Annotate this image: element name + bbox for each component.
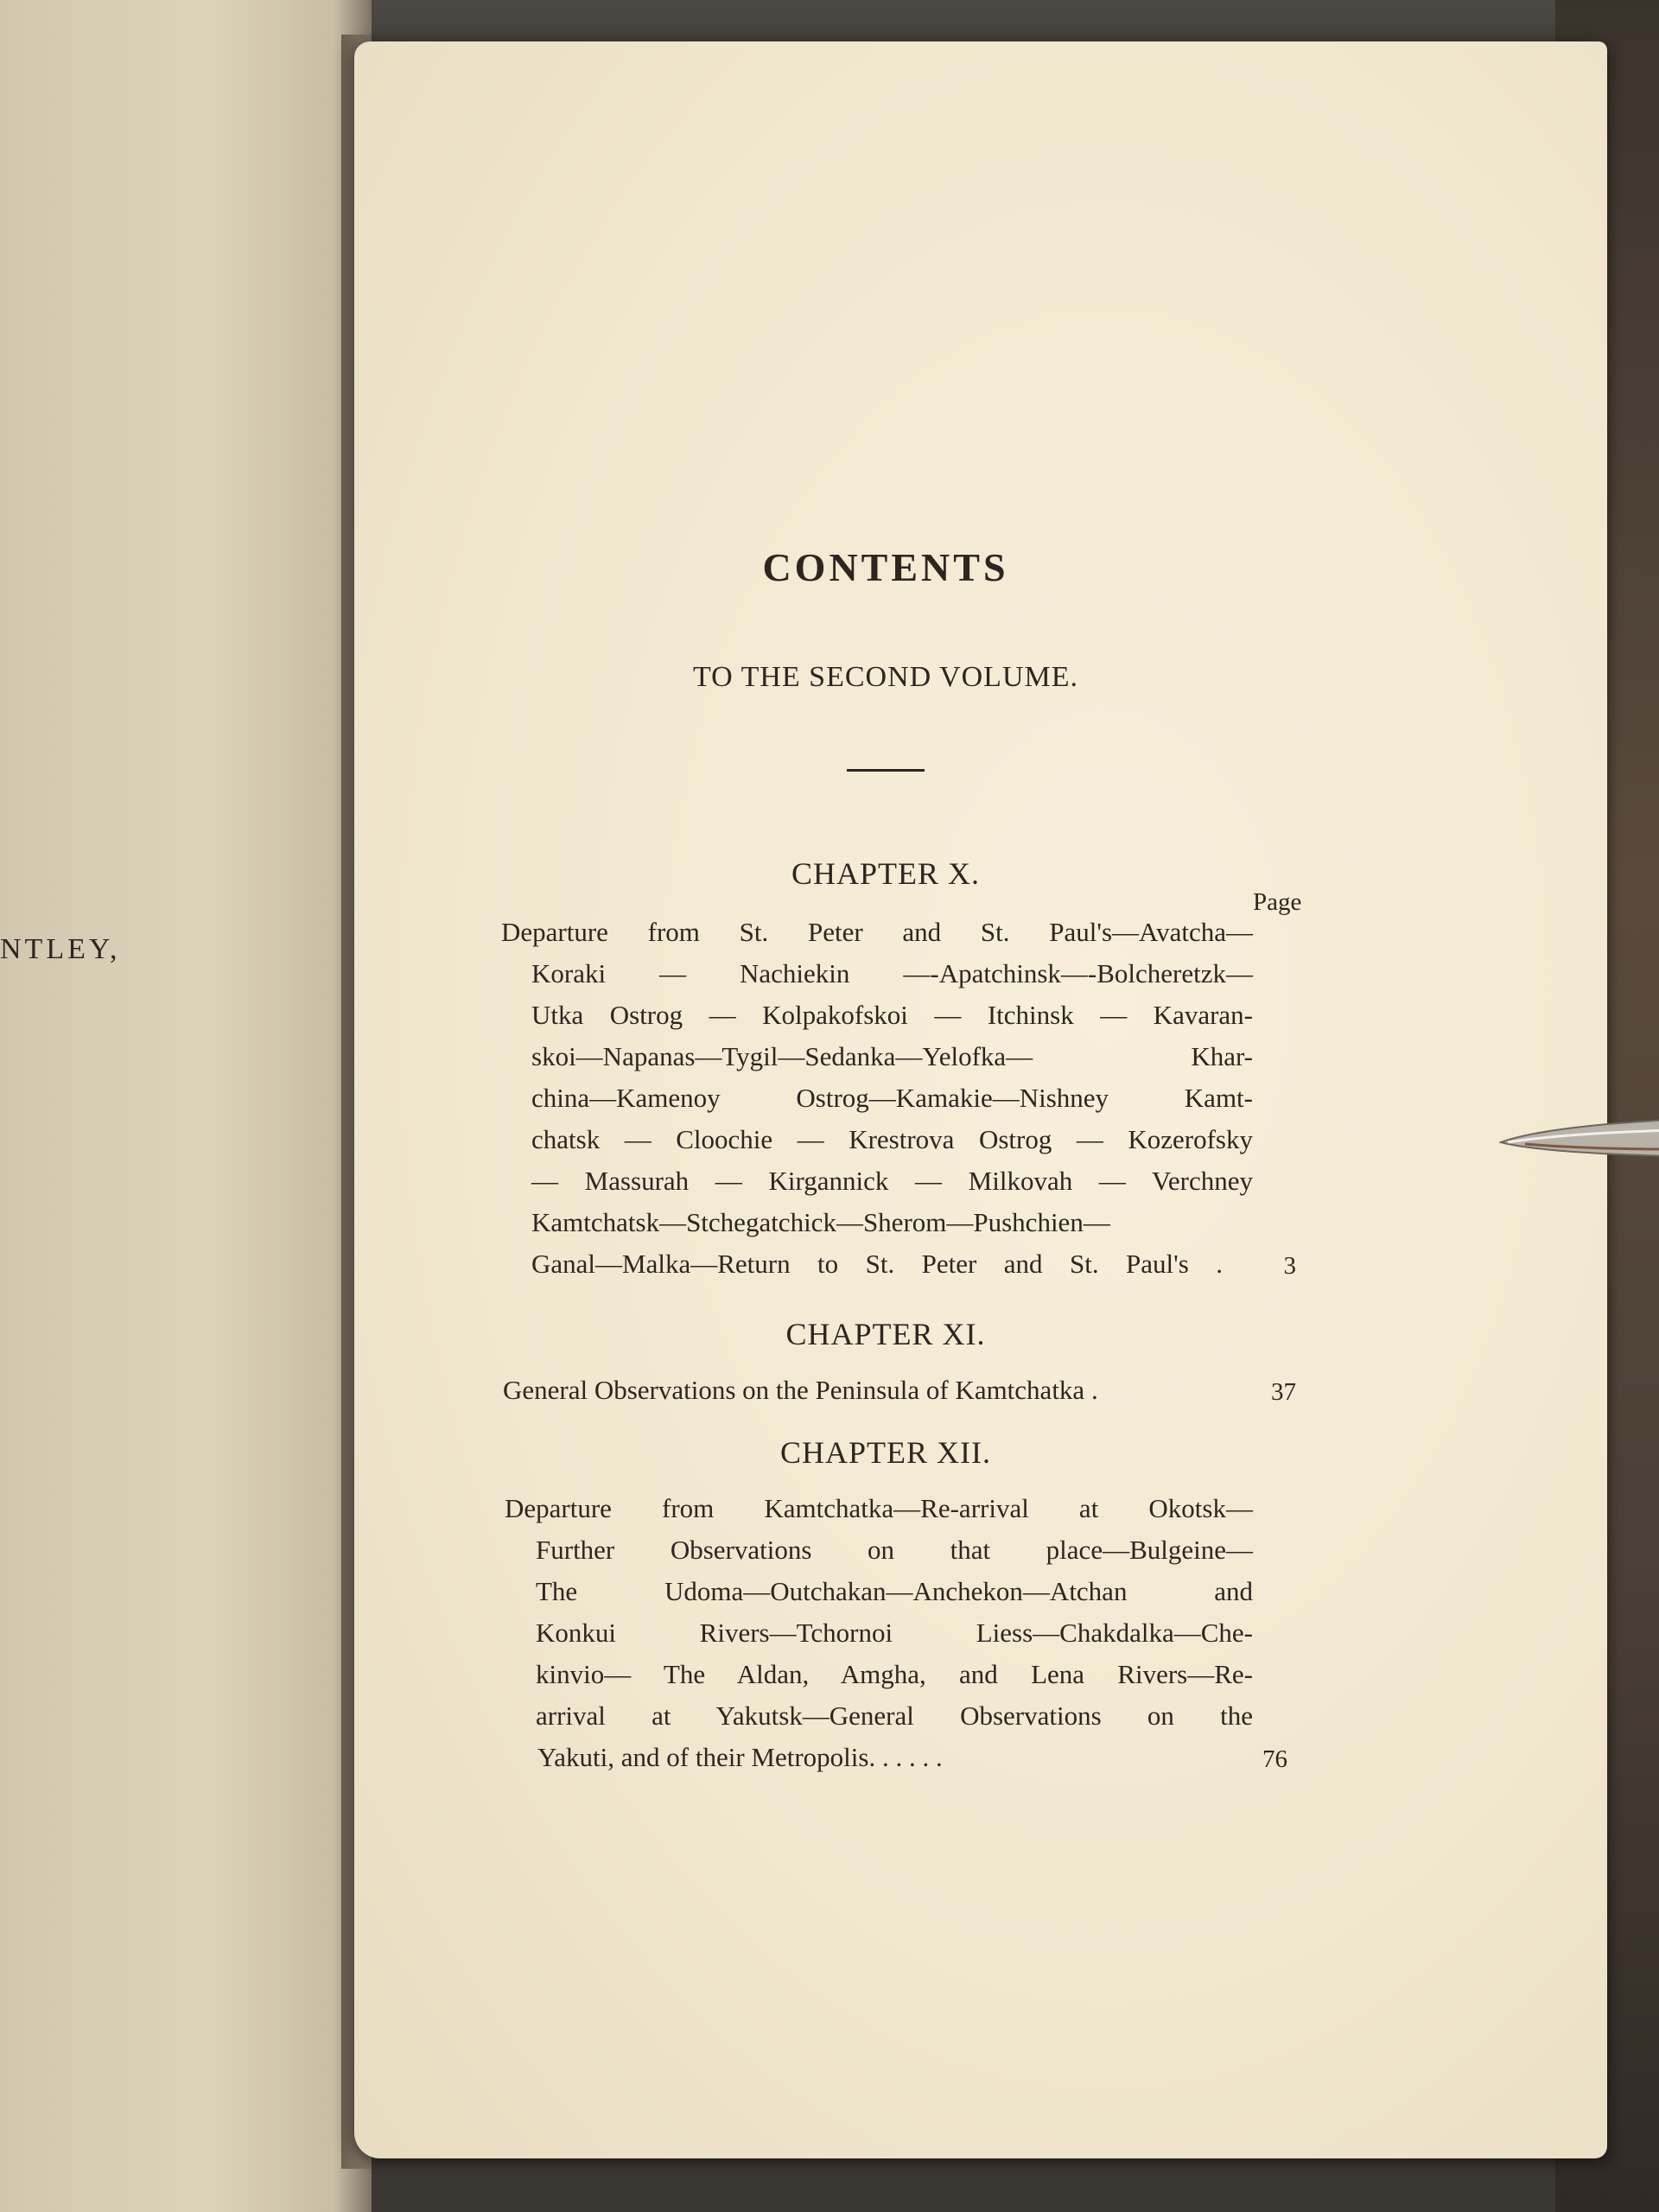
- pen-tip-icon: [1499, 1115, 1659, 1166]
- toc-line: Konkui Rivers—Tchornoi Liess—Chakdalka—Che-: [536, 1618, 1253, 1648]
- toc-line: arrival at Yakutsk—General Observations on the: [536, 1700, 1253, 1731]
- toc-line: Koraki — Nachiekin —-Apatchinsk—-Bolcheretzk—: [531, 958, 1253, 988]
- chapter-heading: CHAPTER XI.: [785, 1317, 986, 1351]
- background-bottom: [346, 2152, 1659, 2212]
- page-column-label: Page: [1253, 888, 1302, 916]
- toc-line: skoi—Napanas—Tygil—Sedanka—Yelofka— Khar-: [531, 1041, 1253, 1071]
- toc-line: Ganal—Malka—Return to St. Peter and St. Paul's .: [531, 1249, 1223, 1279]
- chapter-heading: CHAPTER XII.: [780, 1435, 991, 1470]
- toc-line: — Massurah — Kirgannick — Milkovah — Verchney: [531, 1166, 1253, 1196]
- title-divider: [847, 769, 925, 772]
- toc-line: Departure from St. Peter and St. Paul's—Avatcha—: [501, 917, 1253, 947]
- left-page-fragment: NTLEY,: [0, 933, 121, 965]
- toc-page-number: 76: [1262, 1745, 1287, 1773]
- toc-line: Departure from Kamtchatka—Re-arrival at Okotsk—: [505, 1493, 1253, 1523]
- toc-line: kinvio— The Aldan, Amgha, and Lena Rivers—Re-: [536, 1659, 1253, 1689]
- page-title: CONTENTS: [762, 545, 1009, 589]
- toc-line: General Observations on the Peninsula of Kamtchatka .: [503, 1375, 1098, 1405]
- chapter-heading: CHAPTER X.: [791, 856, 981, 891]
- toc-line: Kamtchatsk—Stchegatchick—Sherom—Pushchien—: [531, 1207, 1110, 1237]
- toc-line: china—Kamenoy Ostrog—Kamakie—Nishney Kamt-: [531, 1083, 1253, 1113]
- toc-line: chatsk — Cloochie — Krestrova Ostrog — Kozerofsky: [531, 1124, 1253, 1154]
- toc-page-number: 3: [1283, 1252, 1296, 1280]
- page-subtitle: TO THE SECOND VOLUME.: [692, 661, 1079, 693]
- toc-line: The Udoma—Outchakan—Anchekon—Atchan and: [536, 1576, 1253, 1606]
- toc-page-number: 37: [1271, 1378, 1296, 1406]
- toc-line: Further Observations on that place—Bulgeine—: [536, 1535, 1253, 1565]
- toc-line: Yakuti, and of their Metropolis. . . . . .: [537, 1742, 943, 1772]
- left-page: [0, 0, 372, 2212]
- toc-line: Utka Ostrog — Kolpakofskoi — Itchinsk — Kavaran-: [531, 1000, 1253, 1030]
